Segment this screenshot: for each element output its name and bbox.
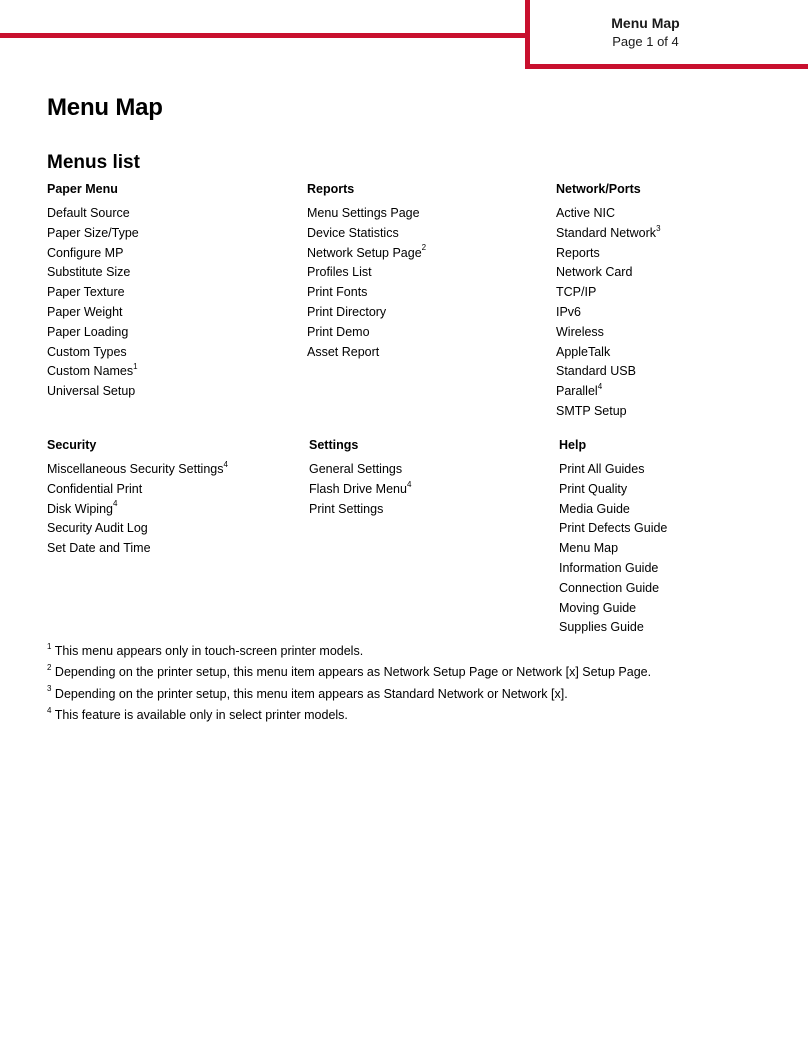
menu-item	[309, 480, 411, 500]
footnote	[47, 662, 651, 683]
menu-item	[556, 283, 661, 303]
menu-item	[47, 263, 139, 283]
menu-item-label: Supplies Guide	[559, 620, 644, 635]
footnote-number: 2	[47, 663, 52, 673]
menu-item	[559, 519, 667, 539]
menu-item	[556, 323, 661, 343]
menu-item	[47, 519, 228, 539]
menu-item-label: Active NIC	[556, 206, 616, 220]
column-help	[559, 437, 667, 638]
menu-item-label: Network Card	[556, 265, 633, 280]
menu-item-label: Wireless	[556, 324, 604, 339]
header-title: Menu Map	[611, 15, 680, 31]
column-security	[47, 437, 228, 559]
menu-item-label: Standard Network	[556, 225, 657, 240]
menu-list	[307, 204, 426, 362]
column-reports	[307, 181, 426, 362]
menu-item	[47, 362, 139, 382]
footnote-marker: 4	[113, 499, 118, 509]
menu-list	[559, 460, 667, 638]
footnote	[47, 705, 651, 726]
menu-item	[307, 343, 426, 363]
column-heading: Settings	[309, 438, 359, 452]
menu-item-label: Security Audit Log	[47, 521, 148, 536]
column-heading: Security	[47, 438, 97, 452]
menu-list	[556, 204, 661, 422]
menu-item-label: SMTP Setup	[556, 403, 627, 418]
menu-item	[556, 402, 661, 422]
menu-item	[309, 460, 411, 480]
menu-item-label: Paper Texture	[47, 285, 125, 300]
footnote-text: This menu appears only in touch-screen printer models.	[51, 644, 364, 658]
menu-item	[556, 263, 661, 283]
menu-item-label: Standard USB	[556, 364, 636, 379]
menu-item	[559, 579, 667, 599]
footnote-marker: 1	[133, 362, 138, 372]
column-network-ports	[556, 181, 661, 422]
menu-item-label: Print All Guides	[559, 462, 645, 476]
menu-item	[559, 460, 667, 480]
footnote-marker: 4	[597, 382, 603, 392]
menu-item	[559, 480, 667, 500]
menu-item-label: IPv6	[556, 304, 582, 319]
menu-item	[47, 323, 139, 343]
menu-item	[559, 500, 667, 520]
menu-item	[556, 224, 661, 244]
menu-item	[556, 362, 661, 382]
menu-item-label: Information Guide	[559, 560, 659, 575]
menu-item-label: Paper Loading	[47, 324, 129, 339]
menu-item	[47, 343, 139, 363]
header-box	[525, 0, 808, 69]
footnote-number: 3	[47, 684, 52, 694]
column-heading: Reports	[307, 182, 355, 196]
menu-item	[307, 263, 426, 283]
menu-item-label: Moving Guide	[559, 600, 637, 615]
menu-item	[47, 224, 139, 244]
menu-item	[47, 460, 228, 480]
footnote-marker: 4	[223, 459, 228, 469]
column-heading: Help	[559, 438, 587, 452]
menu-item	[556, 382, 661, 402]
menu-item	[556, 303, 661, 323]
menu-item-label: Print Directory	[307, 304, 387, 319]
menu-item-label: Set Date and Time	[47, 541, 151, 556]
menu-item	[559, 559, 667, 579]
menu-item-label: Device Statistics	[307, 225, 399, 240]
menu-item	[307, 224, 426, 244]
menu-item-label: Print Defects Guide	[559, 521, 668, 536]
menu-item	[559, 618, 667, 638]
menu-item	[559, 599, 667, 619]
menu-item	[307, 283, 426, 303]
menu-item-label: Connection Guide	[559, 580, 660, 595]
section-title: Menus list	[47, 152, 140, 173]
menu-list	[47, 460, 228, 559]
menu-item	[307, 323, 426, 343]
menu-item-label: General Settings	[309, 462, 403, 476]
page-title: Menu Map	[47, 94, 163, 121]
menu-item	[556, 244, 661, 264]
menu-item	[47, 283, 139, 303]
footnote-text: This feature is available only in select printer models.	[51, 707, 348, 722]
footnote-text: Depending on the printer setup, this menu item appears as Network Setup Page or Network [x] Setup Page.	[51, 665, 652, 680]
menu-item-label: Custom Types	[47, 344, 127, 359]
menu-item	[309, 500, 411, 520]
menu-item-label: Menu Settings Page	[307, 206, 420, 220]
footnote-marker: 2	[421, 243, 427, 253]
menu-item-label: Miscellaneous Security Settings	[47, 462, 224, 476]
menu-item-label: Profiles List	[307, 265, 372, 280]
column-settings	[309, 437, 411, 519]
menu-item	[556, 343, 661, 363]
footnote-text: Depending on the printer setup, this menu item appears as Standard Network or Network [x].	[51, 686, 568, 701]
menu-item	[307, 303, 426, 323]
menu-item	[47, 244, 139, 264]
menu-item	[307, 204, 426, 224]
menu-item-label: Print Fonts	[307, 285, 368, 300]
menu-item	[47, 539, 228, 559]
menu-item-label: Default Source	[47, 206, 130, 220]
menu-item-label: Print Settings	[309, 501, 384, 516]
menu-item-label: Configure MP	[47, 245, 124, 260]
header-page-number: Page 1 of 4	[612, 34, 679, 49]
footnote-number: 4	[47, 705, 52, 715]
menu-item-label: Reports	[556, 245, 600, 260]
menu-item	[47, 382, 139, 402]
menu-item	[47, 500, 228, 520]
menu-item-label: Disk Wiping	[47, 501, 113, 516]
column-heading: Network/Ports	[556, 182, 641, 196]
menu-item-label: Paper Weight	[47, 304, 123, 319]
footnotes	[47, 641, 651, 726]
footnote-marker: 3	[656, 223, 661, 233]
menu-item-label: Universal Setup	[47, 384, 136, 399]
footnote	[47, 684, 651, 705]
menu-item-label: Menu Map	[559, 541, 619, 556]
footnote-number: 1	[47, 641, 52, 651]
menu-list	[47, 204, 139, 402]
menu-item-label: Substitute Size	[47, 265, 131, 280]
menu-item	[556, 204, 661, 224]
menu-item-label: Media Guide	[559, 501, 630, 516]
menu-list	[309, 460, 411, 519]
menu-item-label: Paper Size/Type	[47, 225, 139, 240]
header-red-rule	[0, 33, 528, 38]
menu-item-label: Confidential Print	[47, 481, 143, 496]
menu-item-label: Print Quality	[559, 481, 628, 496]
menu-item-label: AppleTalk	[556, 344, 611, 359]
menu-item-label: Print Demo	[307, 324, 370, 339]
menu-item	[47, 303, 139, 323]
menu-item	[307, 244, 426, 264]
menu-item-label: Parallel	[556, 384, 598, 399]
column-heading: Paper Menu	[47, 182, 118, 196]
menu-item	[559, 539, 667, 559]
menu-item	[47, 204, 139, 224]
footnote-marker: 4	[406, 479, 412, 489]
menu-item-label: Flash Drive Menu	[309, 481, 407, 496]
menu-item-label: Asset Report	[307, 344, 380, 359]
menu-item-label: Custom Names	[47, 364, 134, 379]
menu-item-label: TCP/IP	[556, 285, 597, 300]
menu-item	[47, 480, 228, 500]
column-paper-menu	[47, 181, 139, 402]
menu-item-label: Network Setup Page	[307, 245, 422, 260]
footnote	[47, 641, 651, 662]
